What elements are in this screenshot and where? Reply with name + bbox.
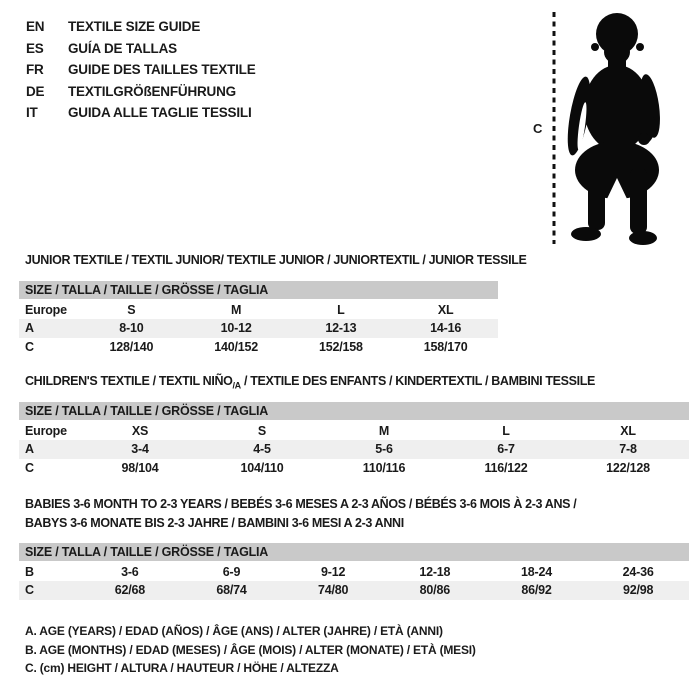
- section-heading-babies: [25, 495, 576, 532]
- row-label: Europe: [25, 423, 67, 438]
- heading-line-2: BABYS 3-6 MONATE BIS 2-3 JAHRE / BAMBINI 3-6 MESI A 2-3 ANNI: [25, 515, 404, 530]
- language-code: ES: [26, 40, 44, 56]
- row-label: A: [25, 442, 34, 457]
- babies-size-table: [19, 543, 689, 600]
- table-row: [19, 440, 689, 459]
- cell: 74/80: [318, 583, 349, 598]
- cell: S: [257, 423, 267, 438]
- cell: 7-8: [619, 442, 637, 457]
- cell: L: [337, 302, 345, 317]
- language-title-list: [26, 16, 256, 124]
- language-code: FR: [26, 62, 44, 78]
- language-code: EN: [26, 19, 45, 35]
- cell: 110/116: [362, 460, 406, 475]
- cell: 9-12: [321, 564, 346, 579]
- row-label: A: [25, 321, 34, 336]
- child-silhouette-figure: [530, 8, 695, 248]
- cell: 3-6: [121, 564, 139, 579]
- heading-subscript: /A: [232, 380, 241, 391]
- table-row: [19, 422, 689, 441]
- cell: 8-10: [119, 321, 144, 336]
- language-title: TEXTILE SIZE GUIDE: [68, 19, 201, 35]
- cell: 24-36: [622, 564, 654, 579]
- junior-size-table: [19, 281, 498, 356]
- section-heading-junior: JUNIOR TEXTILE / TEXTIL JUNIOR/ TEXTILE JUNIOR / JUNIORTEXTIL / JUNIOR TESSILE: [25, 253, 527, 267]
- cell: S: [127, 302, 136, 317]
- note-a: A. AGE (YEARS) / EDAD (AÑOS) / ÂGE (ANS) / ALTER (JAHRE) / ETÀ (ANNI): [25, 624, 443, 638]
- row-label: C: [25, 339, 34, 354]
- cell: 4-5: [253, 442, 271, 457]
- table-row: [19, 301, 498, 320]
- row-label: C: [25, 460, 34, 475]
- language-title: GUIDE DES TAILLES TEXTILE: [68, 62, 256, 78]
- cell: 128/140: [109, 339, 154, 354]
- cell: 116/122: [484, 460, 528, 475]
- cell: 104/110: [240, 460, 284, 475]
- cell: 18-24: [521, 564, 552, 579]
- language-code: IT: [26, 105, 38, 121]
- cell: M: [378, 423, 390, 438]
- cell: 5-6: [375, 442, 393, 457]
- cell: XL: [437, 302, 454, 317]
- row-label: Europe: [25, 302, 67, 317]
- heading-line-1: BABIES 3-6 MONTH TO 2-3 YEARS / BEBÉS 3-6 MESES A 2-3 AÑOS / BÉBÉS 3-6 MOIS À 2-3 ANS /: [25, 497, 577, 511]
- size-header-bar: SIZE / TALLA / TAILLE / GRÖSSE / TAGLIA: [19, 402, 689, 420]
- child-silhouette: [563, 13, 663, 245]
- language-row-de: [26, 81, 256, 103]
- cell: 92/98: [623, 583, 654, 598]
- cell: 3-4: [131, 442, 149, 457]
- language-row-fr: [26, 59, 256, 81]
- cell: 158/170: [423, 339, 468, 354]
- cell: 98/104: [121, 460, 159, 475]
- cell: 12-13: [325, 321, 357, 336]
- children-size-table: [19, 402, 689, 477]
- cell: 140/152: [214, 339, 259, 354]
- cell: XL: [620, 423, 636, 438]
- cell: 62/68: [114, 583, 145, 598]
- cell: L: [502, 423, 510, 438]
- cell: 6-9: [222, 564, 241, 579]
- cell: 152/158: [318, 339, 363, 354]
- cell: 12-18: [419, 564, 451, 579]
- table-row: [19, 563, 689, 582]
- cell: 10-12: [220, 321, 252, 336]
- table-row: [19, 338, 498, 357]
- height-measure-label: C: [533, 121, 543, 136]
- size-header-bar: SIZE / TALLA / TAILLE / GRÖSSE / TAGLIA: [19, 281, 498, 299]
- note-c: C. (cm) HEIGHT / ALTURA / HAUTEUR / HÖHE / ALTEZZA: [25, 661, 339, 676]
- language-code: DE: [26, 83, 45, 99]
- table-row: [19, 459, 689, 478]
- language-title: GUÍA DE TALLAS: [68, 40, 177, 56]
- cell: M: [231, 302, 242, 317]
- size-header-bar: SIZE / TALLA / TAILLE / GRÖSSE / TAGLIA: [19, 543, 689, 561]
- language-title: TEXTILGRÖßENFÜHRUNG: [68, 83, 236, 99]
- row-label: C: [25, 583, 34, 598]
- legend-notes: [25, 622, 476, 678]
- cell: 14-16: [430, 321, 462, 336]
- language-row-es: [26, 38, 256, 60]
- cell: XS: [131, 423, 149, 438]
- heading-text: / TEXTILE DES ENFANTS / KINDERTEXTIL / BAMBINI TESSILE: [240, 374, 596, 388]
- language-row-en: [26, 16, 256, 38]
- cell: 68/74: [216, 583, 247, 598]
- cell: 6-7: [497, 442, 515, 457]
- note-b: B. AGE (MONTHS) / EDAD (MESES) / ÂGE (MOIS) / ALTER (MONATE) / ETÀ (MESI): [25, 642, 476, 657]
- cell: 80/86: [419, 583, 450, 598]
- section-heading-children: [25, 374, 595, 391]
- cell: 122/128: [606, 460, 650, 475]
- heading-text: CHILDREN'S TEXTILE / TEXTIL NIÑO: [25, 374, 233, 388]
- row-label: B: [25, 564, 34, 579]
- table-row: [19, 319, 498, 338]
- language-row-it: [26, 102, 256, 124]
- table-row: [19, 581, 689, 600]
- language-title: GUIDA ALLE TAGLIE TESSILI: [68, 105, 252, 121]
- cell: 86/92: [521, 583, 552, 598]
